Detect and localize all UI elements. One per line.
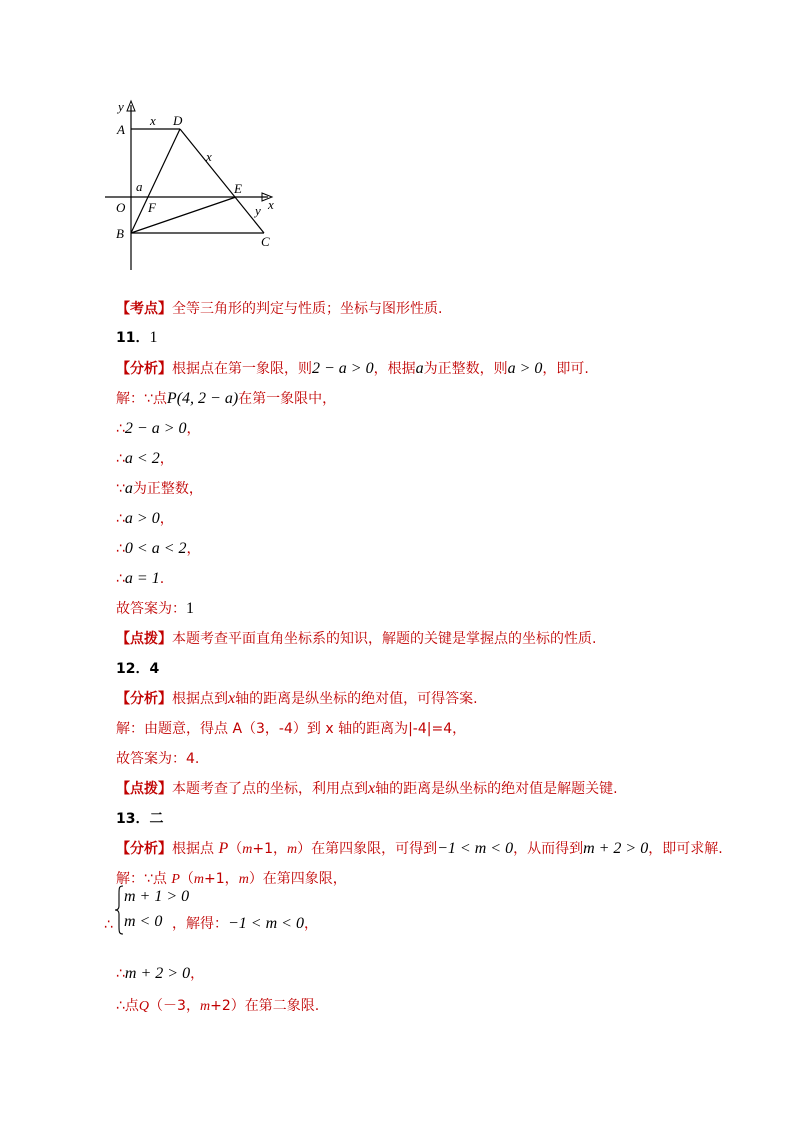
label-A: A — [117, 122, 125, 137]
q11-answer-value: 1 — [186, 600, 194, 617]
therefore-symbol: ∴ — [116, 966, 125, 982]
q11-fenxi-math-3: a > 0 — [507, 360, 543, 377]
geometry-figure — [100, 95, 290, 275]
system-therefore: ∴ — [104, 917, 113, 933]
label-O: O — [116, 200, 126, 215]
q13-jie-text-4: ）在第四象限， — [248, 871, 347, 887]
q13-step-2 — [116, 996, 319, 1017]
kaodian-tag: 【考点】 — [116, 301, 172, 317]
system-result: −1 < m < 0 — [228, 915, 304, 932]
q11-step-3-text: 为正整数， — [132, 481, 203, 497]
label-x-top: x — [150, 113, 156, 128]
therefore-symbol: ∴ — [116, 451, 125, 467]
label-x-side: x — [206, 149, 212, 164]
q12-dianbo-line — [116, 779, 618, 799]
q12-dianbo-x: x — [368, 780, 376, 797]
q11-step-2-math: a < 2 — [124, 450, 160, 467]
q13-fenxi-text-1: 根据点 — [172, 841, 219, 857]
q13-step-2-text-1: ∴点 — [116, 998, 139, 1014]
q11-jie-text-2: 在第一象限中， — [238, 391, 337, 407]
therefore-symbol: ∴ — [116, 571, 125, 587]
q13-step-1-punct: ， — [190, 966, 205, 982]
q11-dianbo-tag: 【点拨】 — [116, 631, 172, 647]
q13-fenxi-ineq-1: −1 < m < 0 — [437, 840, 514, 857]
q11-fenxi-text-2: ，根据 — [373, 361, 416, 377]
q11-step-2-punct: ， — [159, 451, 174, 467]
q13-fenxi-P: P — [218, 840, 229, 857]
q11-fenxi-text-3: 为正整数，则 — [423, 361, 508, 377]
q11-dianbo-line — [116, 629, 596, 649]
q13-jie-P: P — [171, 872, 180, 887]
q13-jie-text-1: 解：∵点 — [116, 871, 172, 887]
therefore-symbol: ∴ — [116, 511, 125, 527]
system-row-1: m + 1 > 0 — [124, 888, 190, 905]
q11-step-5 — [116, 539, 201, 559]
q13-step-1 — [116, 964, 204, 984]
q13-step-2-Q: Q — [138, 999, 150, 1014]
q13-fenxi-text-5: ，从而得到 — [513, 841, 584, 857]
q13-fenxi-tag: 【分析】 — [116, 841, 172, 857]
q11-answer: 1 — [149, 329, 158, 346]
q13-fenxi-ineq-2: m + 2 > 0 — [583, 840, 649, 857]
q13-jie-m: m — [193, 872, 205, 887]
segment-BE — [131, 197, 236, 233]
label-E: E — [234, 181, 242, 196]
q11-fenxi-line — [116, 359, 589, 379]
q11-fenxi-math-1: 2 − a > 0 — [312, 360, 374, 377]
q11-step-2 — [116, 449, 174, 469]
q11-fenxi-math-2: a — [415, 360, 424, 377]
therefore-symbol: ∴ — [116, 421, 125, 437]
kaodian-text: 全等三角形的判定与性质；坐标与图形性质. — [172, 301, 443, 317]
q12-fenxi-tag: 【分析】 — [116, 691, 172, 707]
label-C: C — [261, 234, 270, 249]
q12-number: 12．4 — [116, 661, 160, 677]
label-a: a — [136, 179, 143, 194]
q12-fenxi-text-2: 轴的距离是纵坐标的绝对值，可得答案. — [235, 691, 478, 707]
q12-dianbo-tag: 【点拨】 — [116, 781, 172, 797]
system-result-line — [172, 914, 318, 934]
q13-jie-text-3: +1， — [204, 871, 239, 887]
q13-fenxi-text-3: +1， — [252, 841, 287, 857]
q13-step-2-text-3: +2）在第二象限. — [210, 998, 320, 1014]
q13-jie-m-b: m — [238, 872, 249, 887]
q11-step-1-math: 2 − a > 0 — [124, 420, 187, 437]
q13-number: 13．二 — [116, 811, 164, 827]
q13-jie-text-2: （ — [179, 871, 194, 887]
system-row-2: m < 0 — [124, 913, 163, 930]
label-x-axis: x — [268, 197, 274, 212]
q11-step-3-math: a — [124, 480, 133, 497]
q11-step-6-math: a = 1 — [124, 570, 160, 587]
kaodian-line — [116, 299, 442, 319]
q11-number-line — [116, 328, 157, 348]
q12-jie: 解：由题意，得点 A（3，-4）到 x 轴的距离为|-4|=4， — [116, 721, 467, 737]
q13-step-2-m: m — [199, 999, 211, 1014]
segment-DC — [180, 129, 264, 233]
q13-fenxi-text-4: ）在第四象限，可得到 — [297, 841, 438, 857]
q11-step-4-punct: ， — [159, 511, 174, 527]
q11-fenxi-tag: 【分析】 — [116, 361, 172, 377]
q13-fenxi-m: m — [242, 842, 253, 857]
q13-fenxi-line — [116, 839, 723, 860]
q11-step-5-math: 0 < a < 2 — [124, 540, 187, 557]
q11-step-4-math: a > 0 — [124, 510, 160, 527]
therefore-symbol: ∴ — [116, 541, 125, 557]
q13-fenxi-text-6: ，即可求解. — [648, 841, 723, 857]
q11-jie-line — [116, 389, 336, 409]
q11-number: 11． — [116, 330, 150, 346]
system-result-punct: ， — [303, 916, 318, 932]
label-B: B — [116, 226, 124, 241]
system-solve-label: ，解得： — [172, 916, 228, 932]
q11-step-4 — [116, 509, 174, 529]
q12-answer: 故答案为：4. — [116, 751, 200, 767]
q13-step-1-math: m + 2 > 0 — [124, 965, 191, 982]
q11-step-6 — [116, 569, 164, 589]
q11-answer-label: 故答案为： — [116, 601, 186, 617]
system-brace — [114, 884, 124, 936]
q11-fenxi-text-1: 根据点在第一象限，则 — [172, 361, 312, 377]
q12-dianbo-text-1: 本题考查了点的坐标，利用点到 — [172, 781, 368, 797]
q12-fenxi-text-1: 根据点到 — [172, 691, 228, 707]
q12-dianbo-text-2: 轴的距离是纵坐标的绝对值是解题关键. — [375, 781, 618, 797]
q11-step-3 — [116, 479, 203, 499]
because-symbol: ∵ — [116, 481, 125, 497]
label-y-seg: y — [255, 203, 261, 218]
q12-fenxi-line — [116, 689, 478, 709]
q13-fenxi-text-2: （ — [228, 841, 243, 857]
q11-step-5-punct: ， — [186, 541, 201, 557]
q11-step-6-punct: . — [159, 571, 165, 587]
q13-fenxi-m-b: m — [287, 842, 298, 857]
label-F: F — [148, 200, 156, 215]
label-D: D — [173, 113, 183, 128]
q11-fenxi-text-4: ，即可. — [542, 361, 589, 377]
q11-dianbo-text: 本题考查平面直角坐标系的知识，解题的关键是掌握点的坐标的性质. — [172, 631, 597, 647]
q11-jie-text-1: 解：∵点 — [116, 391, 167, 407]
label-y-axis: y — [118, 99, 124, 114]
q11-step-1-punct: ， — [186, 421, 201, 437]
q11-step-1 — [116, 419, 201, 439]
q13-step-2-text-2: （－3， — [149, 998, 200, 1014]
q12-fenxi-x: x — [228, 690, 236, 707]
q11-answer-line — [116, 599, 194, 619]
q11-jie-math: P(4, 2 − a) — [166, 390, 239, 407]
